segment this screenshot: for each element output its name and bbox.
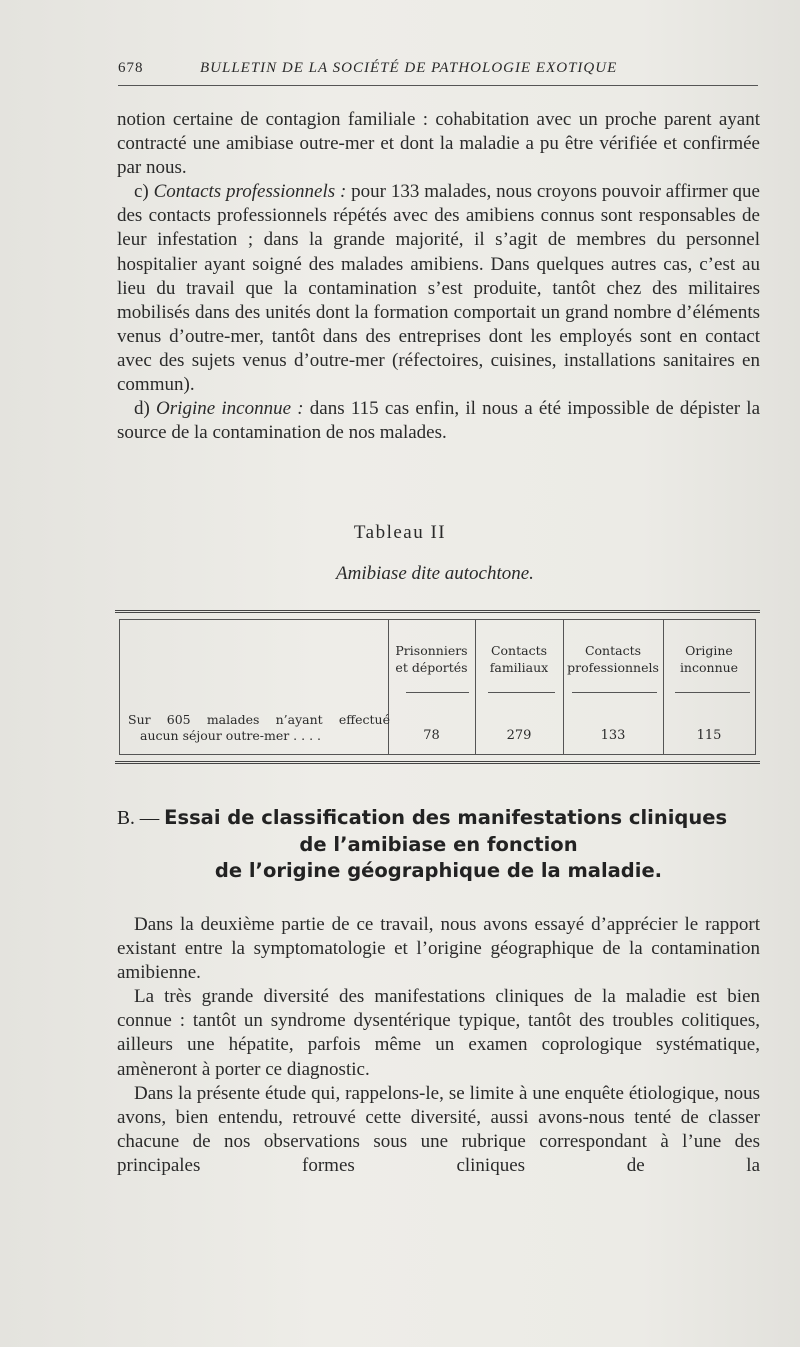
header-rule — [406, 692, 469, 693]
section-heading-line — [117, 805, 760, 832]
cell-origine-inconnue: 115 — [696, 728, 722, 743]
header-line: inconnue — [679, 660, 739, 675]
column-header-origine-inconnue — [663, 642, 755, 676]
paragraph-origine-inconnue — [117, 397, 760, 445]
table-frame — [119, 619, 756, 755]
cell-contacts-professionnels: 133 — [600, 728, 626, 743]
journal-title: BULLETIN DE LA SOCIÉTÉ DE PATHOLOGIE EXOTIQUE — [200, 60, 618, 76]
item-text-d: dans 115 cas enfin, il nous a été impossible de dépister la source de la contamination de nos malades. — [117, 398, 761, 444]
item-heading-d: Origine inconnue : — [156, 398, 304, 420]
item-label-c: c) — [134, 181, 154, 203]
header-line: Origine — [685, 643, 733, 658]
paragraph-contacts-professionnels — [117, 180, 760, 397]
section-heading-line: de l’amibiase en fonction — [299, 833, 578, 856]
paragraph-presente-etude: Dans la présente étude qui, rappelons-le, se limite à une enquête étiologique, nous avons, bien entendu, retrouvé cette diversité, aussi avons-nous tenté de classer chacune de nos observations sous une rubrique correspondant à l’une des principales formes cliniques de la — [117, 1082, 760, 1176]
header-line: Prisonniers — [395, 643, 468, 658]
table-title: Tableau II — [353, 522, 447, 543]
body-text-bottom — [117, 913, 760, 1178]
running-header — [118, 60, 758, 86]
header-rule — [488, 692, 555, 693]
cell-contacts-familiaux: 279 — [506, 728, 532, 743]
paragraph-deuxieme-partie: Dans la deuxième partie de ce travail, nous avons essayé d’apprécier le rapport existant entre la symptomatologie et l’origine géographique de la contamination amibienne. — [117, 914, 760, 984]
row-label — [128, 712, 390, 744]
cell-prisonniers: 78 — [423, 728, 440, 743]
column-header-prisonniers — [388, 642, 475, 676]
paragraph-contagion: notion certaine de contagion familiale : cohabitation avec un proche parent ayant contracté une amibiase outre-mer et dont la maladie a pu être vérifiée et confirmée par nous. — [117, 109, 760, 179]
header-line: professionnels — [567, 660, 659, 675]
row-label-line: aucun séjour outre-mer . . . . — [140, 728, 321, 743]
item-text-c: pour 133 malades, nous croyons pouvoir affirmer que des contacts professionnels répétés avec des amibiens connus sont responsables de leur infestation ; dans la grande majorité, il s’agit de membres du personnel hospitalier ayant soigné des malades amibiens. Dans quelques autres cas, c’est au lieu du travail que la contamination s’est produite, tantôt chez des militaires mobilisés dans des unités dont la formation comportait un grand nombre d’éléments venus d’outre-mer, tantôt dans des entreprises dont les employés sont en contact avec des sujets venus d’outre-mer (réfectoires, cuisines, installations sanitaires en commun). — [117, 181, 760, 396]
page-number: 678 — [118, 60, 144, 76]
section-heading-line: de l’origine géographique de la maladie. — [214, 859, 663, 882]
header-line: familiaux — [489, 660, 549, 675]
section-heading — [117, 805, 760, 884]
row-label-line: Sur 605 malades n’ayant effectué — [128, 712, 390, 727]
item-label-d: d) — [134, 398, 157, 420]
data-table — [115, 610, 760, 764]
body-text-top — [117, 108, 760, 445]
column-header-contacts-professionnels — [563, 642, 663, 676]
section-title-part: Essai de classification des manifestations cliniques — [164, 806, 728, 829]
header-rule — [675, 692, 750, 693]
header-rule — [572, 692, 657, 693]
item-heading-c: Contacts professionnels : — [153, 181, 347, 203]
column-header-contacts-familiaux — [475, 642, 563, 676]
section-number: B. — — [117, 808, 165, 829]
header-line: et déportés — [395, 660, 468, 675]
header-line: Contacts — [490, 643, 548, 658]
header-line: Contacts — [584, 643, 642, 658]
table-subtitle: Amibiase dite autochtone. — [336, 563, 534, 584]
paragraph-diversite: La très grande diversité des manifestations cliniques de la maladie est bien connue : tantôt un syndrome dysentérique typique, tantôt des troubles colitiques, ailleurs une hépatite, parfois même un examen coprologique systématique, amèneront à porter ce diagnostic. — [117, 986, 760, 1080]
